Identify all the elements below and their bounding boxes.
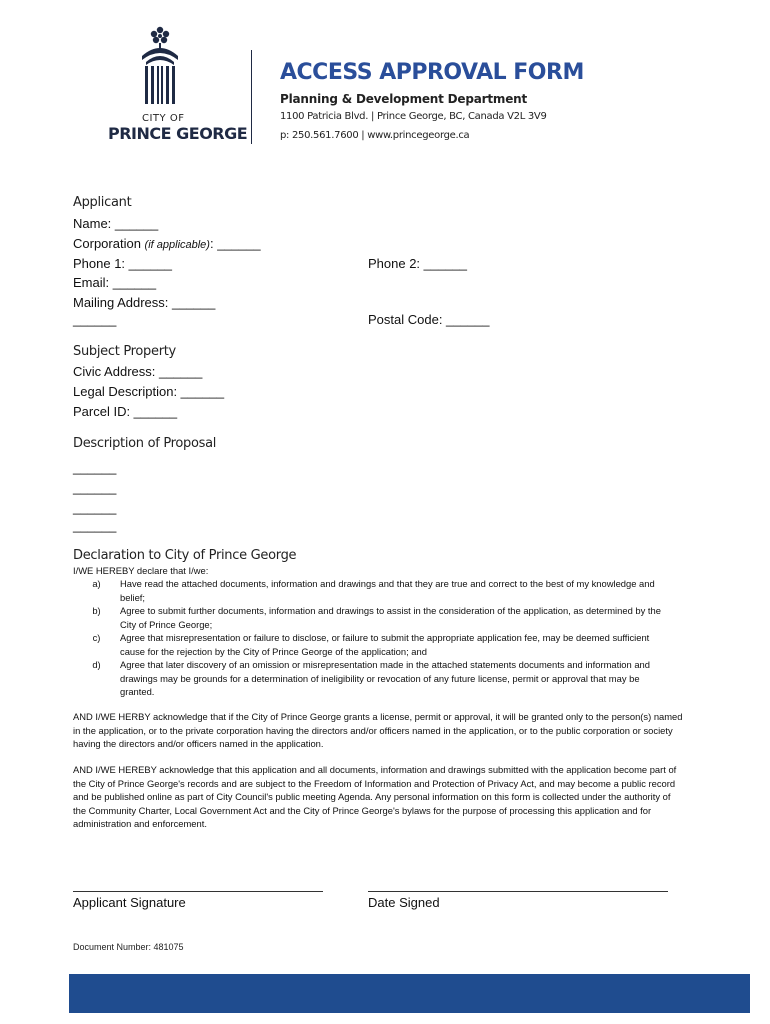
applicant-signature-label: Applicant Signature [73, 895, 186, 910]
list-item [73, 577, 673, 604]
list-item [73, 658, 673, 699]
document-number: Document Number: 481075 [73, 942, 184, 952]
applicant-signature-line[interactable] [73, 891, 323, 892]
declaration-list [73, 577, 673, 699]
logo-prince-george: PRINCE GEORGE [108, 124, 248, 143]
list-item [73, 631, 673, 658]
parcel-id-field[interactable]: Parcel ID: ______ [73, 404, 178, 419]
logo-city-of: CITY OF [142, 113, 185, 124]
postal-code-field[interactable]: Postal Code: ______ [368, 312, 490, 327]
mailing-address-field[interactable]: Mailing Address: ______ [73, 295, 216, 310]
subject-property-heading: Subject Property [73, 344, 176, 359]
list-item-label: b) [92, 605, 101, 616]
acknowledgement-paragraph-2: AND I/WE HEREBY acknowledge that this application and all documents, information and drawings submitted with the application become part of the City of Prince George's records and are subject to the Freedom of Information and Protection of Privacy Act, and may become a public record and be published online as part of City Council's public meeting Agenda. Any personal information on this form is collected under the authority of the Community Charter, Local Government Act and the City of Prince George's bylaws for the purpose of processing this application and for administration and enforcement. [73, 764, 677, 829]
list-item-text: Agree to submit further documents, information and drawings to assist in the consideration of the application, as determined by the City of Prince George; [120, 605, 661, 630]
date-signed-line[interactable] [368, 891, 668, 892]
list-item-text: Agree that later discovery of an omission or misrepresentation made in the attached statements documents and information and drawings may be grounds for a determination of ineligibility or revocation of any future license, permit or approval that may be granted. [120, 659, 650, 697]
contact-info: p: 250.561.7600 | www.princegeorge.ca [280, 130, 470, 141]
applicant-heading: Applicant [73, 195, 132, 210]
department: Planning & Development Department [280, 92, 528, 106]
civic-address-field[interactable]: Civic Address: ______ [73, 364, 203, 379]
list-item-label: c) [92, 632, 101, 643]
list-item-label: a) [92, 578, 101, 589]
corporation-blank: : ______ [209, 236, 261, 251]
date-signed-label: Date Signed [368, 895, 440, 910]
footer-bar [69, 974, 750, 1013]
list-item-text: Agree that misrepresentation or failure to disclose, or failure to submit the appropriate application fee, may be deemed sufficient cause for the rejection by the City of Prince George of the application; and [120, 632, 650, 657]
proposal-line[interactable]: ______ [73, 518, 117, 533]
corporation-hint: (if applicable) [144, 239, 210, 251]
corporation-field[interactable] [73, 236, 261, 251]
mailing-address-line2[interactable]: ______ [73, 312, 117, 327]
list-item-label: d) [92, 659, 101, 670]
name-field[interactable]: Name: ______ [73, 216, 159, 231]
form-title: ACCESS APPROVAL FORM [280, 60, 584, 85]
list-item [73, 604, 673, 631]
list-item-text: Have read the attached documents, information and drawings and that they are true and correct to the best of my knowledge and belief; [120, 578, 655, 603]
legal-description-field[interactable]: Legal Description: ______ [73, 384, 225, 399]
phone1-field[interactable]: Phone 1: ______ [73, 256, 173, 271]
phone2-field[interactable]: Phone 2: ______ [368, 256, 468, 271]
corporation-label: Corporation [73, 236, 145, 251]
proposal-line[interactable]: ______ [73, 480, 117, 495]
proposal-line[interactable]: ______ [73, 460, 117, 475]
declaration-intro: I/WE HEREBY declare that I/we: [73, 565, 209, 576]
header-divider [251, 50, 252, 144]
proposal-heading: Description of Proposal [73, 436, 217, 451]
address: 1100 Patricia Blvd. | Prince George, BC, Canada V2L 3V9 [280, 111, 547, 122]
proposal-line[interactable]: ______ [73, 500, 117, 515]
email-field[interactable]: Email: ______ [73, 275, 157, 290]
acknowledgement-paragraph-1: AND I/WE HERBY acknowledge that if the City of Prince George grants a license, permit or approval, it will be granted only to the person(s) named in the application, or to the private corporation having the directors and/or officers named in the application, or to the public corporation or society having the directors and/or officers named in the application. [73, 711, 683, 749]
declaration-heading: Declaration to City of Prince George [73, 548, 297, 563]
